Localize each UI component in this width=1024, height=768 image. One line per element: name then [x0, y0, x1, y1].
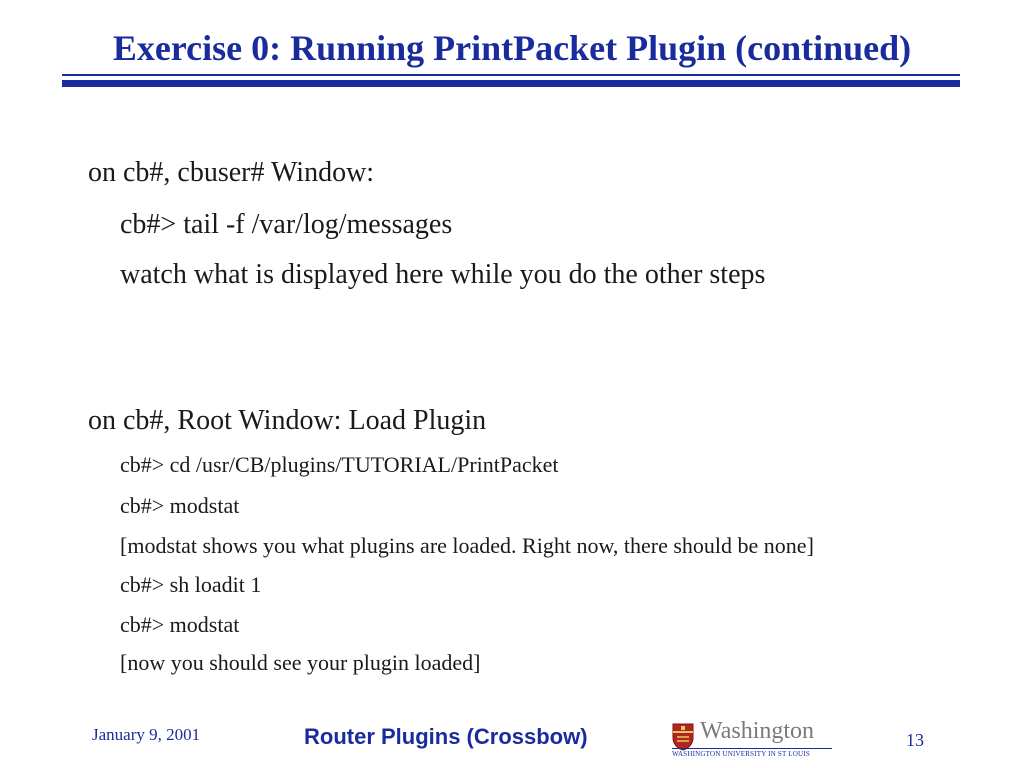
slide-title: Exercise 0: Running PrintPacket Plugin (continued) — [112, 28, 912, 68]
title-divider-thin — [62, 74, 960, 76]
section-1-heading: on cb#, cbuser# Window: — [88, 157, 375, 188]
section-1-line-2: watch what is displayed here while you do the other steps — [120, 259, 766, 290]
logo-divider — [672, 748, 832, 749]
footer-title: Router Plugins (Crossbow) — [304, 724, 588, 749]
section-2-line-3: [modstat shows you what plugins are loaded. Right now, there should be none] — [120, 533, 814, 558]
section-2-heading: on cb#, Root Window: Load Plugin — [88, 405, 487, 436]
logo-subtitle: WASHINGTON UNIVERSITY IN ST LOUIS — [672, 750, 810, 758]
university-shield-icon — [672, 723, 694, 751]
section-1-line-1: cb#> tail -f /var/log/messages — [120, 209, 453, 240]
section-2-line-4: cb#> sh loadit 1 — [120, 572, 262, 597]
section-2-line-1: cb#> cd /usr/CB/plugins/TUTORIAL/PrintPacket — [120, 452, 559, 477]
section-2-line-2: cb#> modstat — [120, 493, 240, 518]
section-2-line-6: [now you should see your plugin loaded] — [120, 650, 481, 675]
footer-date: January 9, 2001 — [92, 725, 201, 744]
university-logo — [672, 718, 832, 761]
section-2-line-5: cb#> modstat — [120, 612, 240, 637]
logo-wordmark: Washington — [700, 718, 815, 744]
title-divider-thick — [62, 80, 960, 87]
page-number: 13 — [906, 730, 924, 750]
